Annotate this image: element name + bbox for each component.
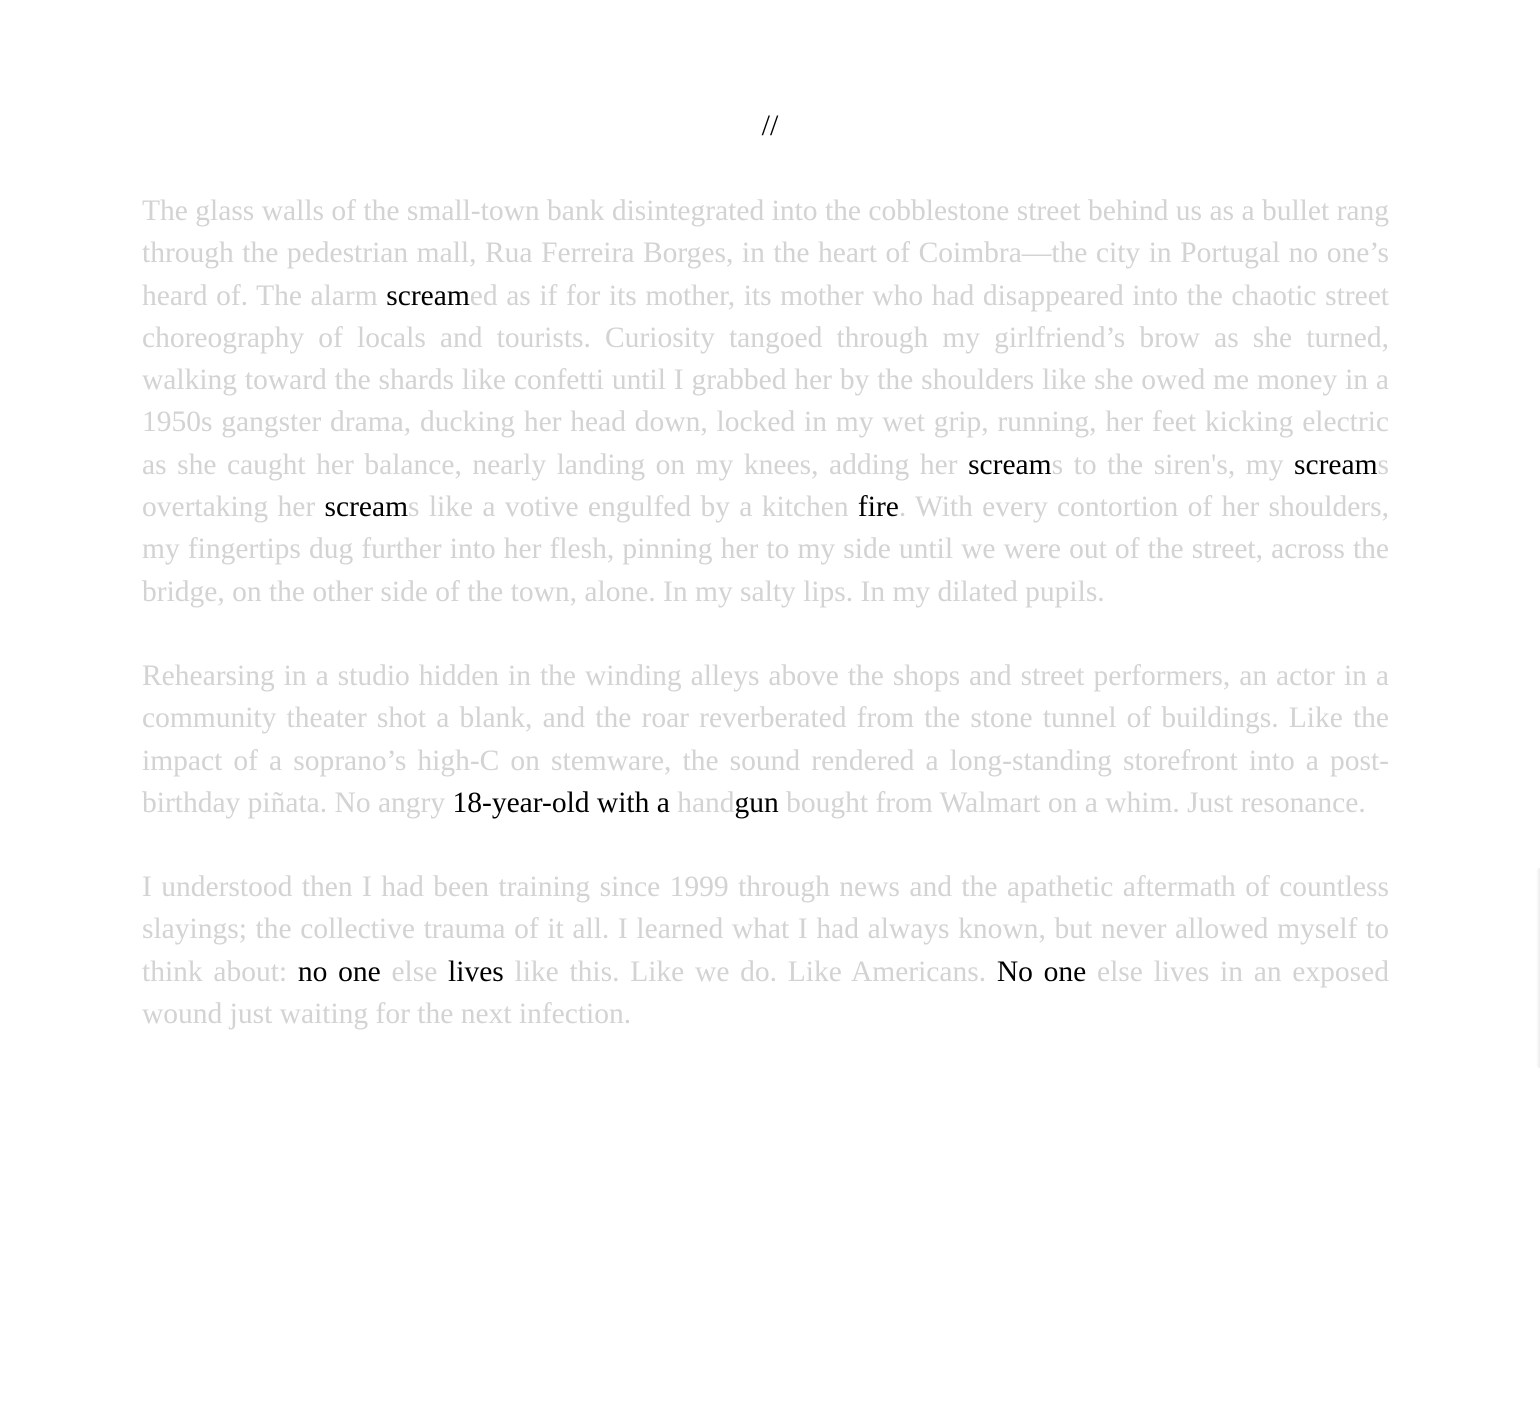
faded-text: s overtaking her <box>142 448 1390 524</box>
faded-text: s to the siren's, my <box>1051 448 1294 481</box>
highlighted-word: scream <box>386 279 470 312</box>
highlighted-phrase: 18-year-old with a <box>452 786 670 819</box>
faded-text: The glass walls of the small-town bank disintegrated into the cobblestone street behind us as a bullet rang through the pedestrian mall, Rua Ferreira Borges, in the heart of Coimbra—the city in Portugal no one’s heard of. The alarm <box>142 195 1389 312</box>
faded-text: like this. Like we do. Like Americans. <box>503 955 997 988</box>
highlighted-word: lives <box>448 955 504 988</box>
faded-text: ed as if for its mother, its mother who had disappeared into the chaotic street choreography of locals and tourists. Curiosity tangoed through my girlfriend’s brow as she turned, walking toward the shards like confetti until I grabbed her by the shoulders like she owed me money in a 1950s gangster drama, ducking her head down, locked in my wet grip, running, her feet kicking electric as she caught her balance, nearly landing on my knees, adding her <box>142 279 1389 481</box>
faded-text: bought from Walmart on a whim. Just resonance. <box>778 786 1366 819</box>
highlighted-word: scream <box>968 448 1052 481</box>
highlighted-word: scream <box>1294 448 1378 481</box>
paragraph-rehearsal <box>142 655 1389 824</box>
highlighted-word: fire <box>857 491 899 524</box>
highlighted-word: gun <box>734 786 779 819</box>
scroll-edge-shadow <box>1536 868 1540 1068</box>
faded-text: s like a votive engulfed by a kitchen <box>408 491 858 524</box>
faded-text: else <box>380 955 449 988</box>
faded-text: Rehearsing in a studio hidden in the winding alleys above the shops and street performers, an actor in a community theater shot a blank, and the roar reverberated from the stone tunnel of buildings. Like the impact of a soprano’s high-C on stemware, the sound rendered a long-standing storefront into a post-birthday piñata. No angry <box>142 659 1389 819</box>
faded-text: hand <box>669 786 735 819</box>
section-divider: // <box>761 109 779 142</box>
faded-text: I understood then I had been training since 1999 through news and the apathetic aftermath of countless slayings; the collective trauma of it all. I learned what I had always known, but never allowed myself to think about: <box>142 871 1389 988</box>
paragraph-understood <box>142 866 1389 1035</box>
faded-text: else lives in an exposed wound just waiting for the next infection. <box>142 955 1389 1031</box>
highlighted-phrase: no one <box>297 955 381 988</box>
paragraph-coimbra-bank <box>142 190 1389 613</box>
highlighted-phrase: No one <box>996 955 1087 988</box>
essay-body <box>142 190 1389 1077</box>
highlighted-word: scream <box>324 491 409 524</box>
faded-text: . With every contortion of her shoulders, my fingertips dug further into her flesh, pinning her to my side until we were out of the street, across the bridge, on the other side of the town, alone. In my salty lips. In my dilated pupils. <box>142 491 1389 608</box>
